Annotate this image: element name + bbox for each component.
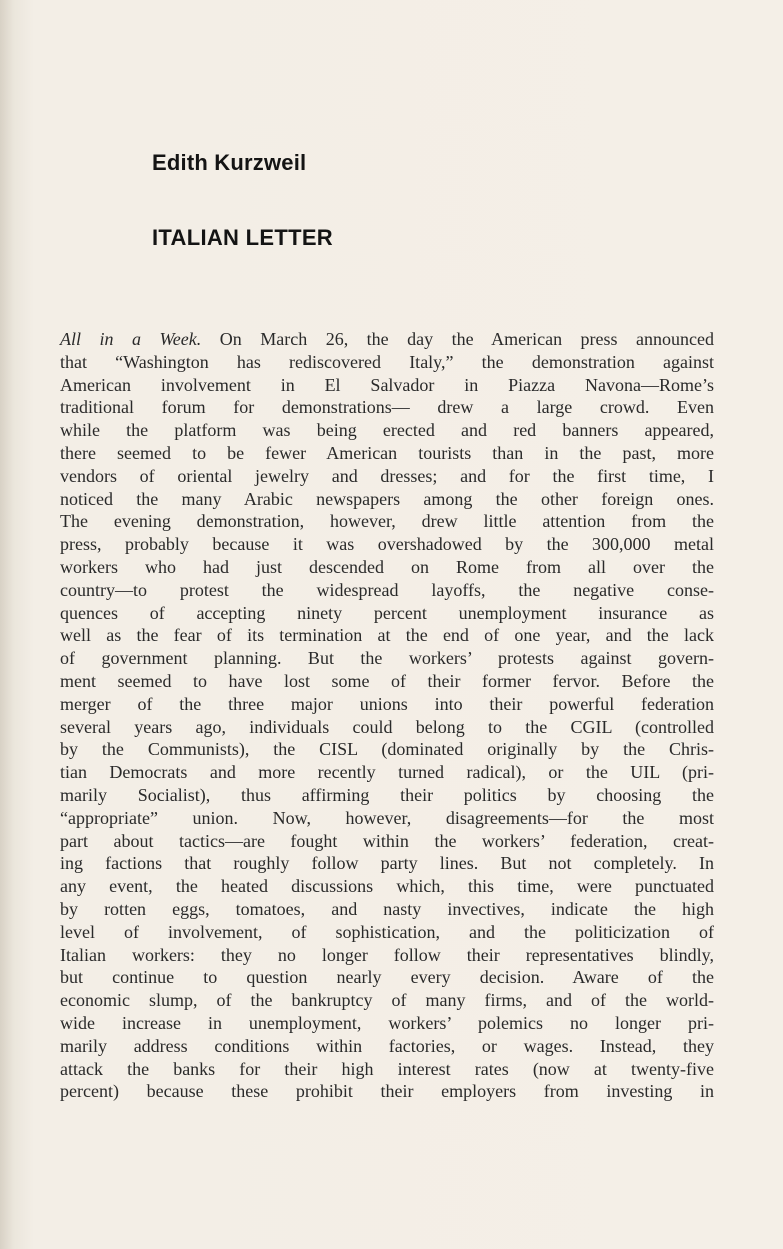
body-line: level of involvement, of sophistication, and the politicization of	[60, 921, 714, 942]
body-line: well as the fear of its termination at the end of one year, and the lack	[60, 625, 714, 646]
article-title: ITALIAN LETTER	[152, 225, 333, 250]
body-line: ment seemed to have lost some of their former fervor. Before the	[60, 670, 714, 691]
body-line: by the Communists), the CISL (dominated originally by the Chris-	[60, 739, 714, 760]
body-line: economic slump, of the bankruptcy of many firms, and of the world-	[60, 990, 714, 1011]
body-line: any event, the heated discussions which, this time, were punctuated	[60, 876, 714, 897]
body-line: part about tactics—are fought within the workers’ federation, creat-	[60, 830, 714, 851]
body-line: percent) because these prohibit their employers from investing in	[60, 1081, 714, 1102]
body-line: American involvement in El Salvador in Piazza Navona—Rome’s	[60, 374, 714, 395]
body-line: that “Washington has rediscovered Italy,” the demonstration against	[60, 351, 714, 372]
body-line: marily Socialist), thus affirming their politics by choosing the	[60, 784, 714, 805]
body-line: attack the banks for their high interest rates (now at twenty-five	[60, 1058, 714, 1079]
body-line	[60, 328, 714, 351]
body-line: The evening demonstration, however, drew little attention from the	[60, 511, 714, 532]
body-line: marily address conditions within factories, or wages. Instead, they	[60, 1035, 714, 1056]
body-line: Italian workers: they no longer follow their representatives blindly,	[60, 944, 714, 965]
body-line: tian Democrats and more recently turned radical), or the UIL (pri-	[60, 762, 714, 783]
body-line: quences of accepting ninety percent unemployment insurance as	[60, 602, 714, 623]
first-line-text: On March 26, the day the American press announced	[201, 329, 714, 349]
body-line: ing factions that roughly follow party lines. But not completely. In	[60, 853, 714, 874]
body-line: of government planning. But the workers’ protests against govern-	[60, 648, 714, 669]
body-line: traditional forum for demonstrations— drew a large crowd. Even	[60, 397, 714, 418]
author-name: Edith Kurzweil	[152, 150, 307, 175]
body-line: workers who had just descended on Rome from all over the	[60, 556, 714, 577]
body-line: by rotten eggs, tomatoes, and nasty invectives, indicate the high	[60, 898, 714, 919]
body-line: while the platform was being erected and red banners appeared,	[60, 420, 714, 441]
body-line: but continue to question nearly every decision. Aware of the	[60, 967, 714, 988]
article-body	[60, 328, 714, 1103]
body-line: vendors of oriental jewelry and dresses; and for the first time, I	[60, 465, 714, 486]
body-line: press, probably because it was overshadowed by the 300,000 metal	[60, 534, 714, 555]
body-line: merger of the three major unions into their powerful federation	[60, 693, 714, 714]
body-line: country—to protest the widespread layoffs, the negative conse-	[60, 579, 714, 600]
section-lead-in: All in a Week.	[60, 329, 202, 349]
body-line: there seemed to be fewer American tourists than in the past, more	[60, 442, 714, 463]
body-line: “appropriate” union. Now, however, disagreements—for the most	[60, 807, 714, 828]
body-line: wide increase in unemployment, workers’ polemics no longer pri-	[60, 1012, 714, 1033]
body-line: noticed the many Arabic newspapers among the other foreign ones.	[60, 488, 714, 509]
body-line: several years ago, individuals could belong to the CGIL (controlled	[60, 716, 714, 737]
